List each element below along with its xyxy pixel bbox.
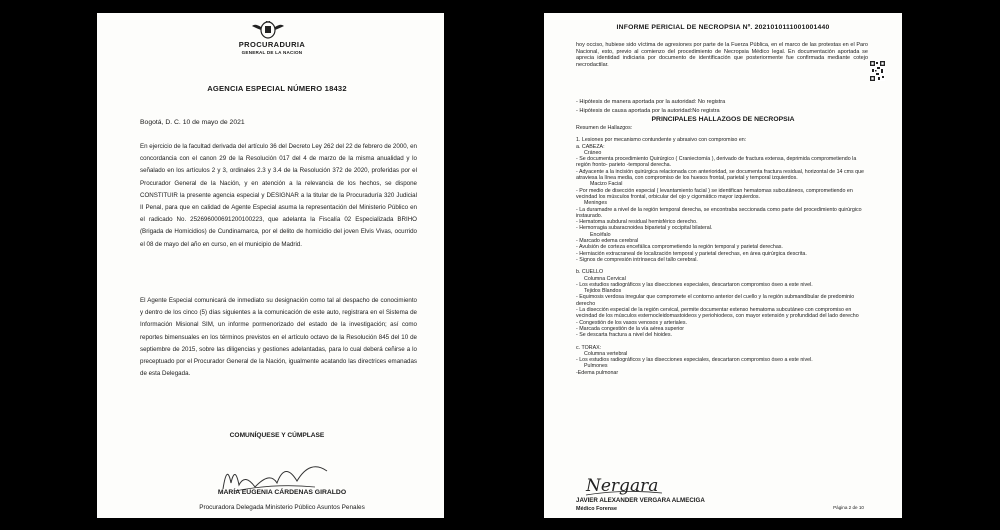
resolution-paragraph-2: El Agente Especial comunicará de inmediato su designación como tal al despacho de conocimiento y dentro de los cinco (5) días siguientes a la comunicación de este auto, registrara en el Sistema de Información Misional SIM, un informe pormenorizado del estado de la investigación; así como reportes bimensuales en los términos previstos en el artículo octavo de la Resolución 845 del 10 de septiembre de 2015, sobre las diligencias y gestiones adelantadas, para lo cual deberá ceñirse a lo preceptuado por el Procurador General de la Nación, igualmente acatando las directrices emanadas de esta Delegada. [140, 297, 417, 378]
findings-line: - Congestión de los vasos venosos y arteriales. [576, 319, 687, 326]
findings-body [576, 125, 864, 376]
report-intro: hoy occiso, hubiese sido víctima de agresiones por parte de la Fuerza Pública, en el marco de las protestas en el Paro Nacional, esto, previo al comienzo del procedimiento de Necropsia Médico legal. En documentación aportada se aprecia identidad indiciaria por documento de identificación que posteriormente fue confirmada mediante cotejo necrodactilar. [576, 42, 868, 68]
examiner-role: Médico Forense [576, 506, 618, 512]
findings-title: PRINCIPALES HALLAZGOS DE NECROPSIA [651, 116, 795, 123]
findings-line: 1. Lesiones por mecanismo contundente y abrasivo con compromiso en: [576, 137, 747, 144]
findings-line: - Por medio de disección especial ( levantamiento facial ) se identifican hematomas subcutáneos, comprometiendo en vecindad los músculos frontal, orbicular del ojo y cigomático mayor izquierdos. [576, 187, 853, 200]
findings-line: - Los estudios radiográficos y las disecciones especiales, descartaron compromiso óseo a este nivel. [576, 357, 813, 364]
hypothesis-cause: - Hipótesis de causa aportada por la autoridad:No registra [576, 108, 720, 114]
logo-title: PROCURADURIA [238, 40, 306, 49]
necropsy-report-page [544, 13, 902, 518]
findings-line: Pulmones [584, 363, 608, 370]
resolution-page [97, 13, 444, 518]
findings-line: c. TORAX: [576, 344, 602, 351]
date-line: Bogotá, D. C. 10 de mayo de 2021 [140, 119, 245, 126]
handwritten-signature [215, 453, 335, 493]
findings-line: - Se documenta procedimiento Quirúrgico ( Craniectomía ), derivado de fractura extensa, deprimida comprometiendo la región fronto- parieto -temporal derecha. [576, 156, 857, 169]
findings-line: - Marcada congestión de la vía aérea superior [576, 325, 685, 332]
signature-mark: Nergara [586, 476, 659, 496]
logo-subtitle: GENERAL DE LA NACION [241, 50, 303, 55]
coat-of-arms-icon [251, 21, 285, 39]
findings-line: - Herniación extracraneal de localización temporal y parietal derechas, en área quirúrgica descrita. [576, 250, 807, 257]
findings-line: - La disección especial de la región cervical, permite documentar extenso hematoma subcutáneo con compromiso en vecindad de los músculos esternocleidomastoideos y periohiodeos, con mayor extensión y profundidad del lado derecho [576, 307, 859, 320]
findings-line: Encéfalo [590, 231, 611, 238]
findings-line: - Signos de compresión intrínseca del tallo cerebral. [576, 256, 698, 263]
findings-line: Columna vertebral [584, 350, 628, 357]
findings-line: - Equimosis verdosa irregular que compromete el contorno anterior del cuello y la región submandibular de predominio derecho [576, 294, 855, 307]
findings-line: - Avulsión de corteza encefálica comprometiendo la región temporal y parietal derechas. [576, 244, 783, 251]
signer-name: MARÍA EUGENIA CÁRDENAS GIRALDO [217, 489, 347, 496]
findings-line: Macizo Facial [590, 181, 623, 188]
findings-line: - Hematoma subdural residual hemisférico derecho. [576, 219, 698, 226]
findings-line: Resumen de Hallazgos: [576, 125, 633, 131]
findings-line: - Los estudios radiográficos y las disecciones especiales, descartaron compromiso óseo a este nivel. [576, 281, 813, 288]
findings-line: - Hemorragia subaracnoidea biparietal y occipital bilateral. [576, 225, 713, 232]
signer-role: Procuradora Delegada Ministerio Público Asuntos Penales [199, 504, 365, 511]
findings-line: - Se descarta fractura a nivel del hioides. [576, 332, 672, 339]
findings-line: -Edema pulmonar [576, 369, 619, 376]
findings-line: Columna Cervical [584, 275, 626, 282]
report-header: INFORME PERICIAL DE NECROPSIA Nº. 2021010111001001440 [616, 24, 830, 31]
examiner-signature [584, 471, 664, 497]
findings-line: a. CABEZA: [576, 143, 605, 150]
examiner-name: JAVIER ALEXANDER VERGARA ALMECIGA [576, 497, 705, 504]
agency-title: AGENCIA ESPECIAL NÚMERO 18432 [207, 84, 347, 93]
resolution-paragraph-1: En ejercicio de la facultad derivada del artículo 36 del Decreto Ley 262 del 22 de febrero de 2000, en concordancia con el canon 29 de la Resolución 017 del 4 de marzo de la misma anualidad y lo señalado en los artículos 2 y 3, ordinales 2.3 y 3.4 de la Resolución 372 de 2020, proferidas por el Procurador General de la Nación, y en atención a la relevancia de los hechos, se dispone CONSTITUIR la presente agencia especial y DESIGNAR a la titular de la Procuraduría 320 Judicial II Penal, para que en calidad de Agente Especial asuma la representación del Ministerio Público en el radicado No. 252696000691200100223, que adelanta la Fiscalía 02 Especializada BRIHO (Brigada de Homicidios) de Cundinamarca, por el delito de homicidio del joven Elvis Vivas, ocurrido el 08 de mayo del año en curso, en el municipio de Madrid. [140, 143, 417, 248]
findings-line: b. CUELLO [576, 269, 604, 276]
findings-line: - Marcado edema cerebral [576, 238, 639, 245]
findings-line: - Adyacente a la incisión quirúrgica relacionada con anterioridad, se documenta fractura residual, horizontal de 14 cms que atraviesa la línea media, con compromiso de los huesos frontal, parietal y temporal izquierdos. [576, 168, 864, 182]
findings-line: Meninges [584, 200, 607, 207]
page-number: Página 2 de 10 [833, 505, 864, 510]
closing-formula: COMUNÍQUESE Y CÚMPLASE [229, 432, 325, 439]
findings-line: - La duramadre a nivel de la región temporal derecha, se encontraba seccionada como parte del procedimiento quirúrgico instaurado. [576, 206, 862, 219]
findings-line: Tejidos Blandos [584, 288, 622, 295]
findings-line: Cráneo [584, 149, 602, 156]
qr-code-icon [870, 61, 885, 81]
hypothesis-manner: - Hipótesis de manera aportada por la autoridad: No registra [576, 99, 726, 105]
